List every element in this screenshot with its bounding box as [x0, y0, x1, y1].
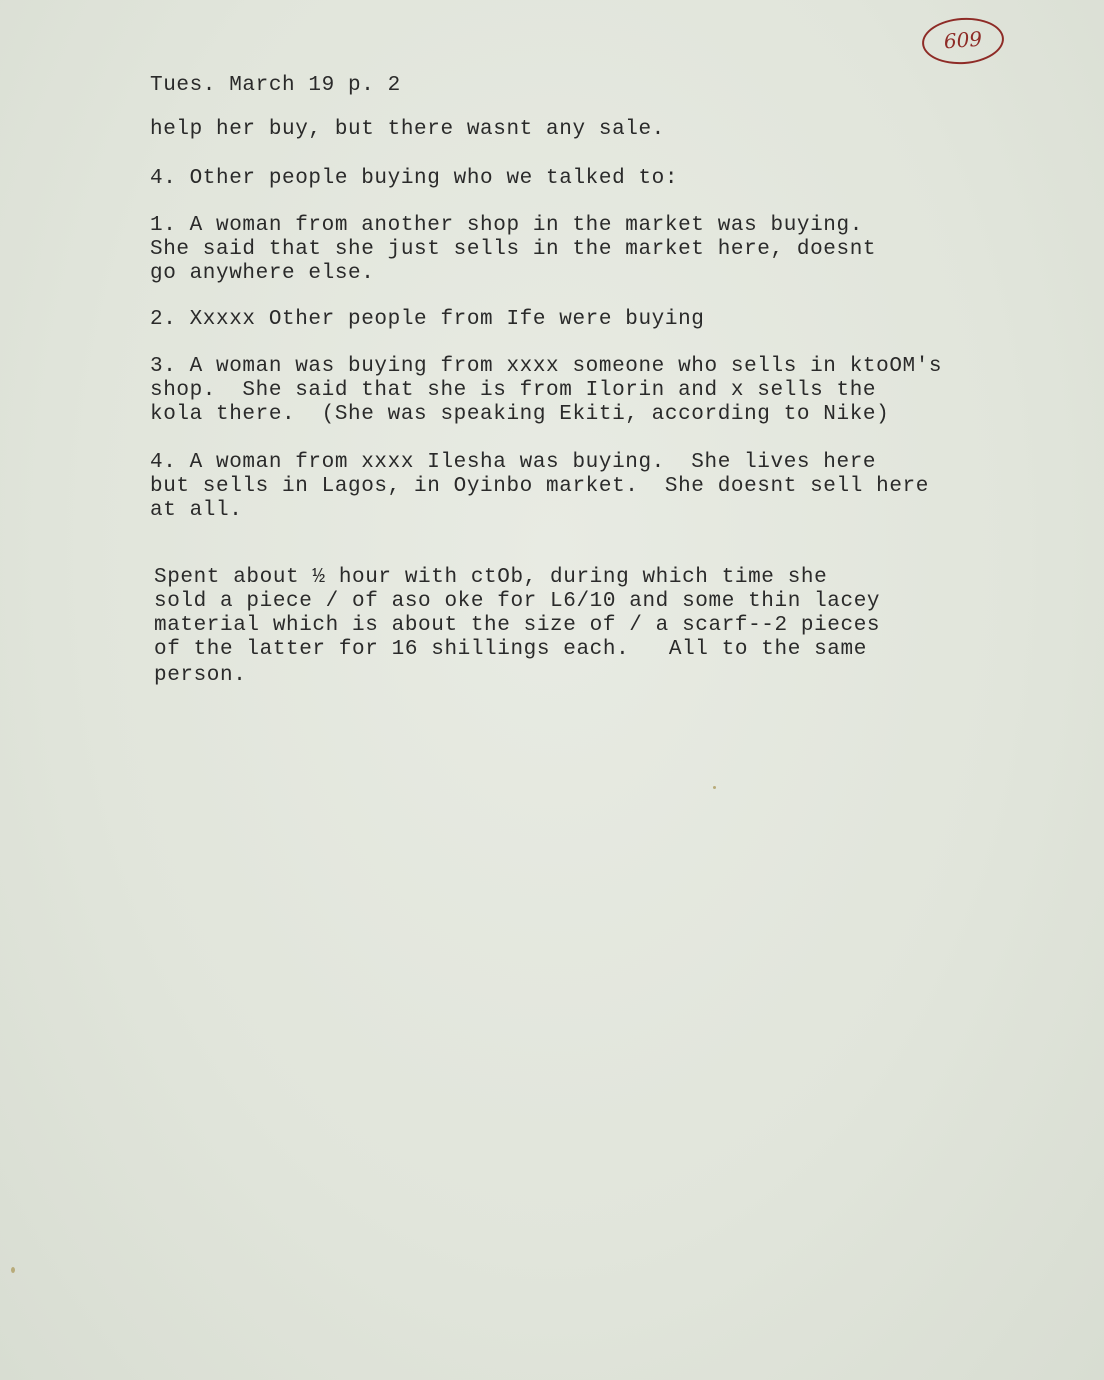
paper-speck	[11, 1267, 15, 1273]
page-number-stamp: 609	[920, 15, 1005, 67]
text-line: 4. A woman from xxxx Ilesha was buying. She lives here	[150, 451, 877, 474]
text-line: She said that she just sells in the market here, doesnt	[150, 238, 877, 261]
text-line: sold a piece / of aso oke for L6/10 and some thin lacey	[154, 590, 881, 613]
paper-speck	[713, 786, 716, 789]
text-line: shop. She said that she is from Ilorin and x sells the	[150, 379, 877, 402]
text-line: but sells in Lagos, in Oyinbo market. She doesnt sell here	[150, 475, 929, 498]
text-line: help her buy, but there wasnt any sale.	[150, 118, 665, 141]
text-line: of the latter for 16 shillings each. All to the same	[154, 638, 867, 661]
text-line: 2. Xxxxx Other people from Ife were buying	[150, 308, 705, 331]
text-line: person.	[154, 664, 247, 687]
section-heading: 4. Other people buying who we talked to:	[150, 167, 679, 190]
text-line: 3. A woman was buying from xxxx someone who sells in ktoOM's	[150, 355, 943, 378]
date-heading: Tues. March 19 p. 2	[150, 74, 401, 97]
text-line: 1. A woman from another shop in the market was buying.	[150, 214, 863, 237]
text-line: Spent about ½ hour with ctOb, during which time she	[154, 566, 828, 589]
text-line: go anywhere else.	[150, 262, 375, 285]
text-line: at all.	[150, 499, 243, 522]
text-line: material which is about the size of / a scarf--2 pieces	[154, 614, 881, 637]
text-line: kola there. (She was speaking Ekiti, according to Nike)	[150, 403, 890, 426]
